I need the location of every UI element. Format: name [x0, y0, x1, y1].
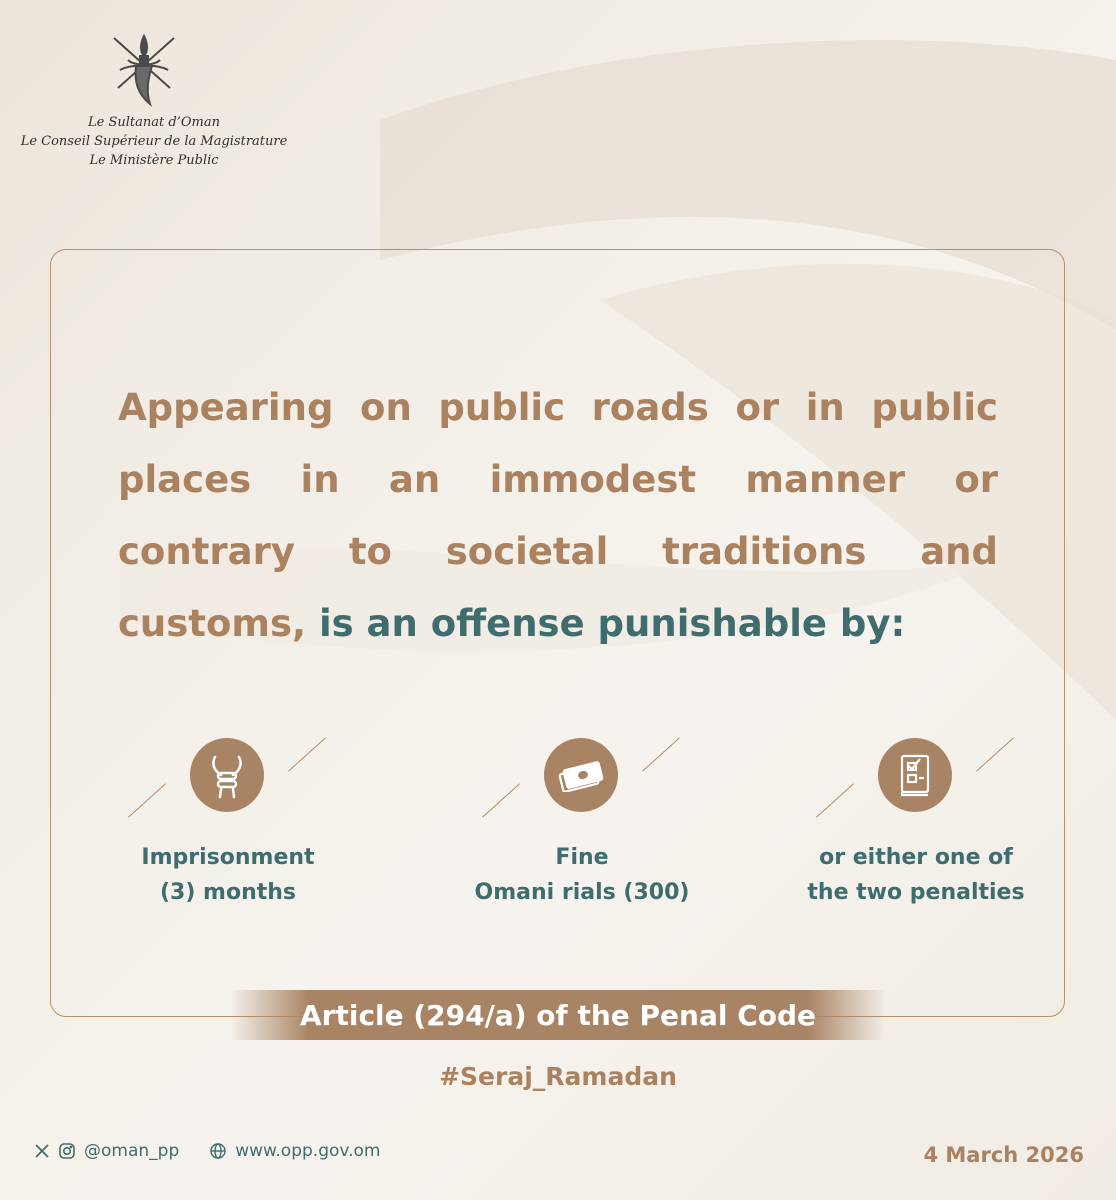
penalty-label — [432, 840, 732, 910]
hashtag: #Seraj_Ramadan — [439, 1062, 677, 1091]
globe-icon — [209, 1142, 227, 1160]
penalty-detail: Omani rials (300) — [474, 880, 690, 905]
publish-date: 4 March 2026 — [923, 1143, 1084, 1167]
divider-slash — [642, 737, 680, 771]
penalty-either — [766, 730, 1066, 930]
authority-title — [20, 113, 288, 170]
penalty-title: or either one of — [819, 845, 1013, 870]
penalty-title: Imprisonment — [141, 845, 315, 870]
penalty-imprisonment — [78, 730, 378, 930]
x-twitter-icon[interactable] — [34, 1143, 50, 1159]
headline — [118, 372, 998, 660]
instagram-icon[interactable] — [58, 1142, 76, 1160]
oman-emblem-logo — [106, 30, 182, 110]
headline-highlight-text: is an offense punishable by: — [318, 602, 906, 645]
penalty-fine — [432, 730, 732, 930]
penalty-detail: the two penalties — [807, 880, 1025, 905]
handcuffed-hands-icon — [190, 738, 264, 812]
checklist-book-icon — [878, 738, 952, 812]
article-banner — [230, 990, 886, 1040]
divider-slash — [816, 783, 854, 817]
penalty-label — [78, 840, 378, 910]
penalty-title: Fine — [555, 845, 609, 870]
authority-line-2: Le Conseil Supérieur de la Magistrature — [20, 134, 288, 149]
headline-main-text: Appearing on public roads or in public places in an immodest manner or contrary to societal traditions and customs, — [118, 386, 998, 645]
social-handle[interactable]: @oman_pp — [84, 1141, 180, 1161]
penalty-detail: (3) months — [159, 880, 297, 905]
divider-slash — [288, 737, 326, 771]
footer-contacts — [34, 1138, 381, 1164]
divider-slash — [976, 737, 1014, 771]
divider-slash — [128, 783, 166, 817]
banknotes-icon — [544, 738, 618, 812]
article-reference: Article (294/a) of the Penal Code — [299, 998, 817, 1032]
penalty-label — [766, 840, 1066, 910]
website-link[interactable]: www.opp.gov.om — [235, 1141, 381, 1161]
authority-line-3: Le Ministère Public — [89, 153, 219, 168]
divider-slash — [482, 783, 520, 817]
authority-line-1: Le Sultanat d’Oman — [88, 115, 220, 130]
